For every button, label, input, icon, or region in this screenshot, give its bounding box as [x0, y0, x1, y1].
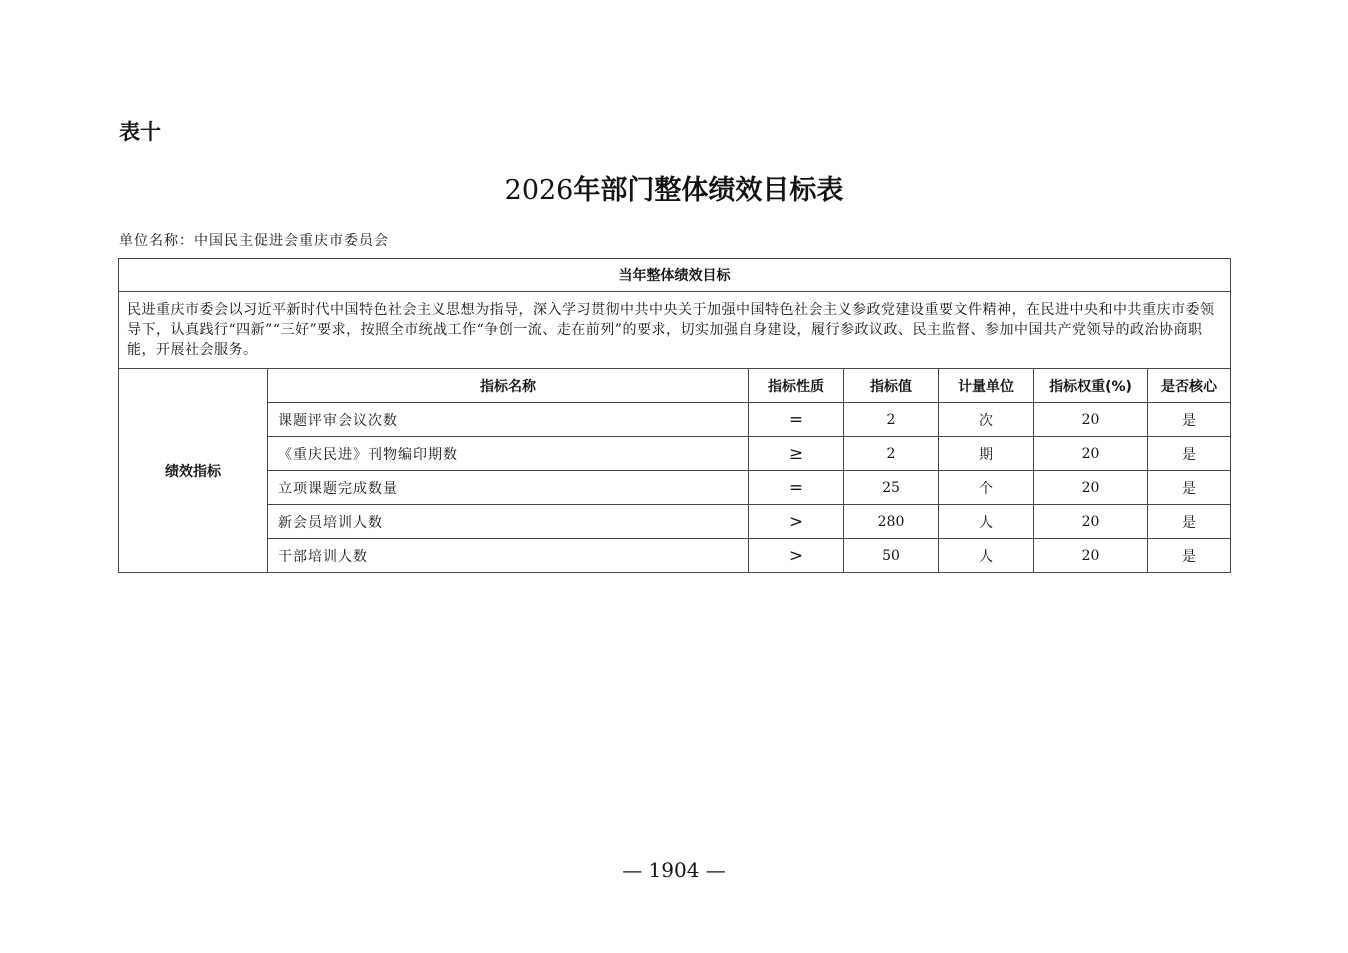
table-row — [119, 539, 1231, 573]
indicator-core: 是 — [1148, 437, 1231, 471]
col-header-core: 是否核心 — [1148, 369, 1231, 403]
indicator-value: 2 — [844, 403, 939, 437]
indicator-section-label: 绩效指标 — [119, 369, 268, 573]
indicator-unit: 人 — [939, 505, 1034, 539]
col-header-name: 指标名称 — [268, 369, 749, 403]
indicator-weight: 20 — [1034, 437, 1148, 471]
indicator-unit: 个 — [939, 471, 1034, 505]
indicator-unit: 人 — [939, 539, 1034, 573]
indicator-unit: 次 — [939, 403, 1034, 437]
table-row — [119, 505, 1231, 539]
indicator-name: 干部培训人数 — [268, 539, 749, 573]
indicator-weight: 20 — [1034, 403, 1148, 437]
indicator-nature: = — [749, 471, 844, 505]
indicator-value: 25 — [844, 471, 939, 505]
overall-goal-text: 民进重庆市委会以习近平新时代中国特色社会主义思想为指导，深入学习贯彻中共中央关于加强中国特色社会主义参政党建设重要文件精神，在民进中央和中共重庆市委领导下，认真践行“四新”“三好”要求，按照全市统战工作“争创一流、走在前列”的要求，切实加强自身建设，履行参政议政、民主监督、参加中国共产党领导的政治协商职能，开展社会服务。 — [119, 292, 1231, 369]
indicator-name: 新会员培训人数 — [268, 505, 749, 539]
indicator-unit: 期 — [939, 437, 1034, 471]
indicator-weight: 20 — [1034, 539, 1148, 573]
page-title — [0, 168, 1348, 207]
indicator-nature: > — [749, 539, 844, 573]
table-row — [119, 471, 1231, 505]
indicator-nature: ≥ — [749, 437, 844, 471]
unit-name: 单位名称：中国民主促进会重庆市委员会 — [119, 233, 389, 249]
table-label: 表十 — [119, 120, 161, 144]
title-year: 2026 — [504, 175, 574, 206]
indicator-weight: 20 — [1034, 505, 1148, 539]
indicator-core: 是 — [1148, 403, 1231, 437]
col-header-weight: 指标权重(%) — [1034, 369, 1148, 403]
performance-table — [118, 258, 1231, 573]
overall-goal-header: 当年整体绩效目标 — [119, 259, 1231, 292]
table-row — [119, 403, 1231, 437]
page-number: — 1904 — — [622, 858, 726, 882]
indicator-nature: = — [749, 403, 844, 437]
indicator-core: 是 — [1148, 505, 1231, 539]
indicator-value: 50 — [844, 539, 939, 573]
col-header-unit: 计量单位 — [939, 369, 1034, 403]
col-header-value: 指标值 — [844, 369, 939, 403]
indicator-core: 是 — [1148, 539, 1231, 573]
indicator-nature: > — [749, 505, 844, 539]
indicator-name: 课题评审会议次数 — [268, 403, 749, 437]
indicator-value: 2 — [844, 437, 939, 471]
indicator-name: 立项课题完成数量 — [268, 471, 749, 505]
title-text: 年部门整体绩效目标表 — [573, 175, 844, 206]
indicator-weight: 20 — [1034, 471, 1148, 505]
col-header-nature: 指标性质 — [749, 369, 844, 403]
table-row — [119, 437, 1231, 471]
indicator-core: 是 — [1148, 471, 1231, 505]
indicator-name: 《重庆民进》刊物编印期数 — [268, 437, 749, 471]
indicator-value: 280 — [844, 505, 939, 539]
